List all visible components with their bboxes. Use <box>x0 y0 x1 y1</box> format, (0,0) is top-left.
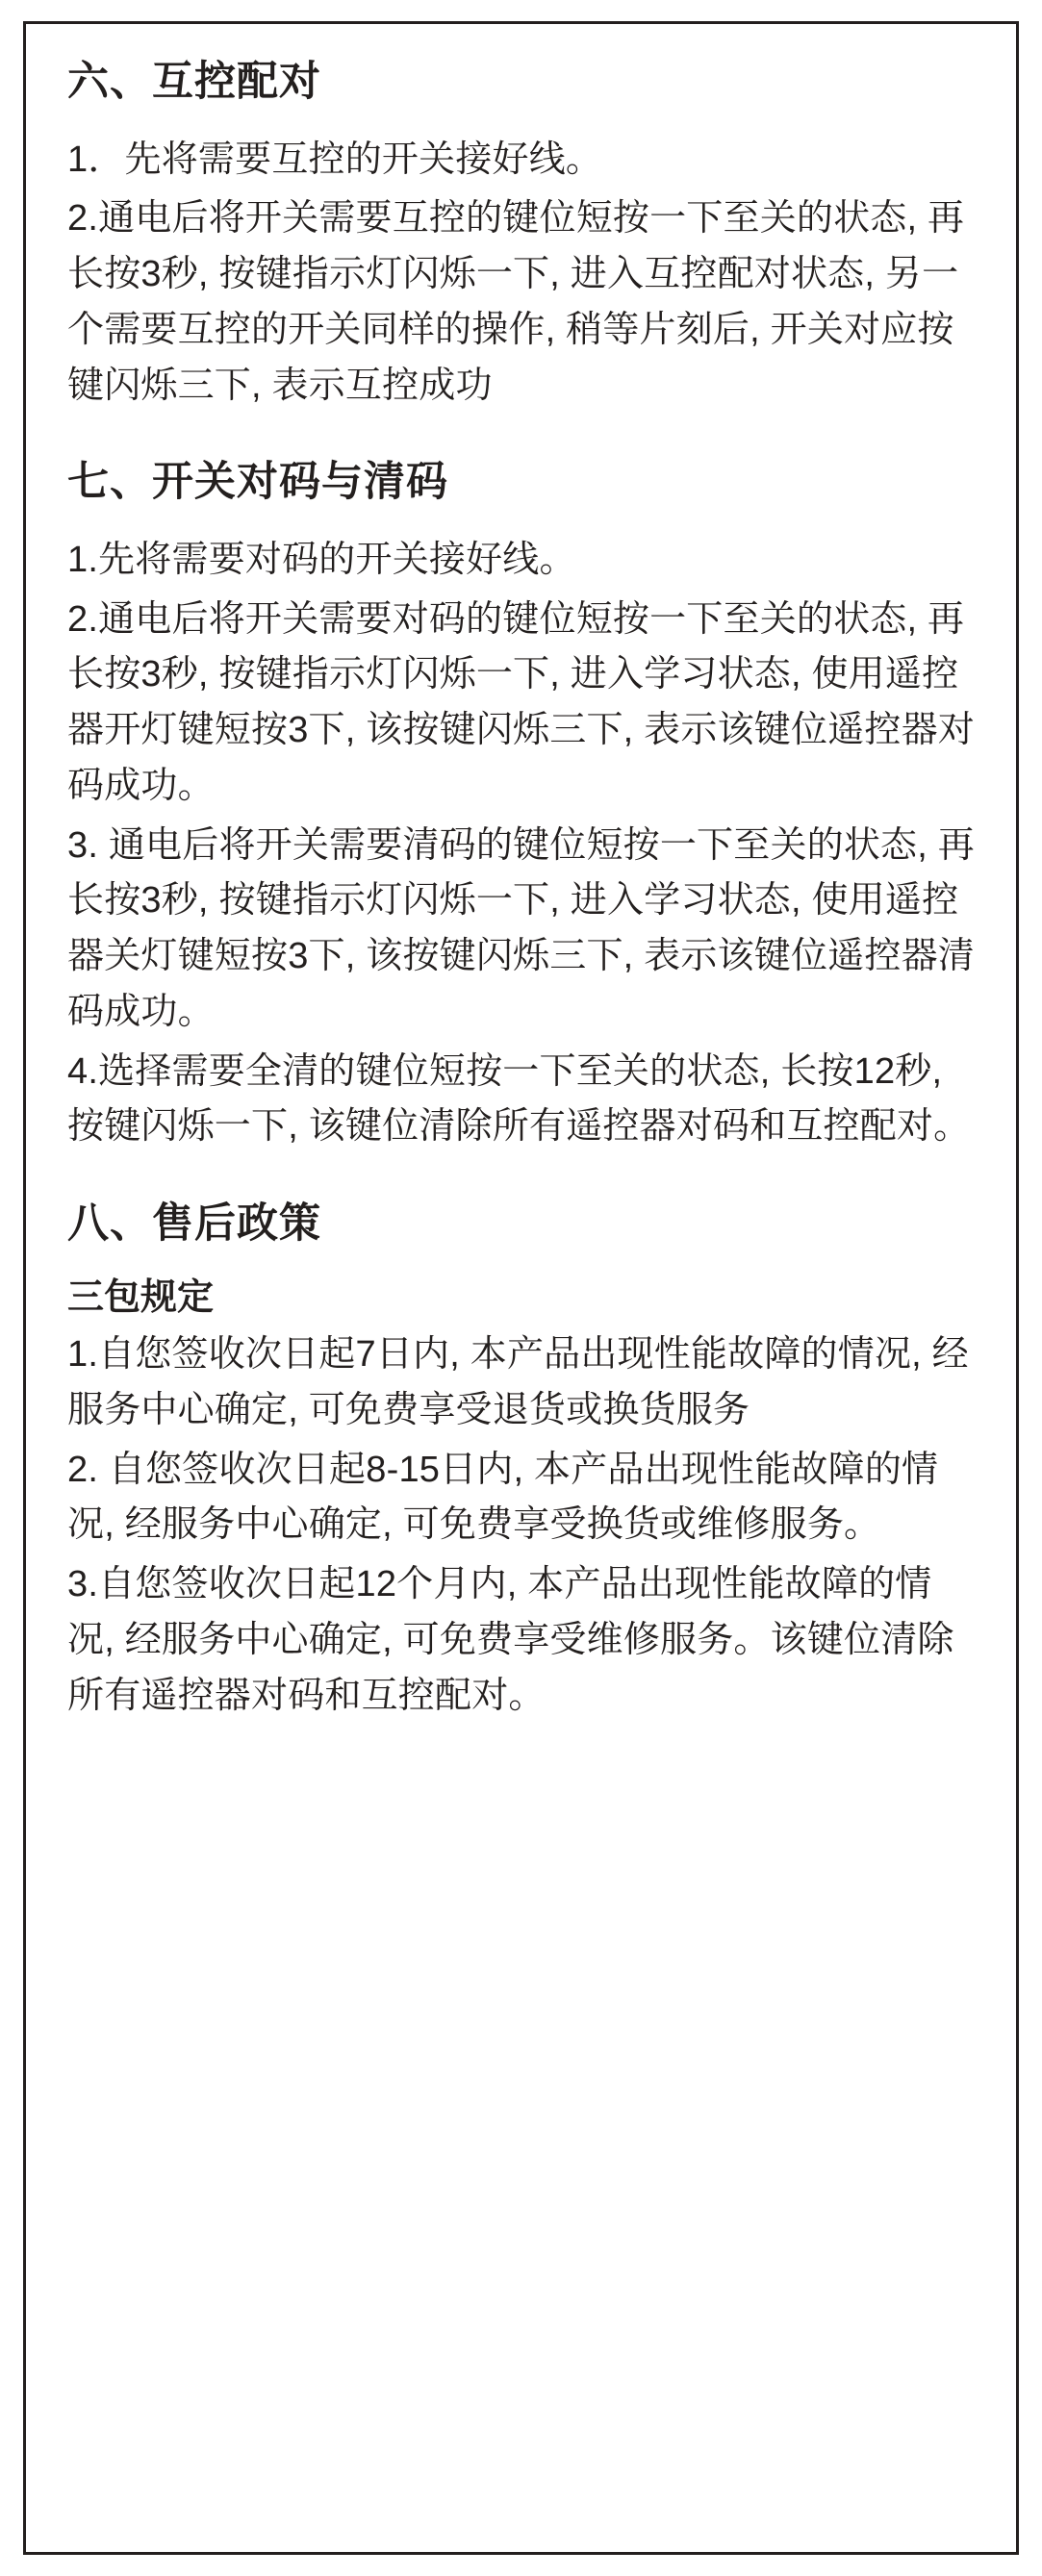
section-body-8 <box>67 1327 975 1724</box>
section-body-6 <box>67 133 975 415</box>
subsection-title-warranty: 三包规定 <box>67 1276 215 1318</box>
section-after-sales-policy <box>67 1200 975 1724</box>
section-code-pairing <box>67 458 975 1155</box>
section-mutual-control <box>67 58 975 414</box>
paragraph: 2.通电后将开关需要对码的键位短按一下至关的状态, 再长按3秒, 按键指示灯闪烁一下, 进入学习状态, 使用遥控器开灯键短按3下, 该按键闪烁三下, 表示该键位遥控器对码成功。 <box>67 598 975 806</box>
paragraph: 3. 通电后将开关需要清码的键位短按一下至关的状态, 再长按3秒, 按键指示灯闪烁一下, 进入学习状态, 使用遥控器关灯键短按3下, 该按键闪烁三下, 表示该键位遥控器清码成功。 <box>67 824 975 1032</box>
section-title-6: 六、互控配对 <box>67 59 321 105</box>
paragraph: 4.选择需要全清的键位短按一下至关的状态, 长按12秒, 按键闪烁一下, 该键位清除所有遥控器对码和互控配对。 <box>67 1050 971 1148</box>
section-title-7: 七、开关对码与清码 <box>67 459 448 506</box>
paragraph: 1.自您签收次日起7日内, 本产品出现性能故障的情况, 经服务中心确定, 可免费享受退货或换货服务 <box>67 1334 969 1430</box>
paragraph: 3.自您签收次日起12个月内, 本产品出现性能故障的情况, 经服务中心确定, 可免费享受维修服务。该键位清除所有遥控器对码和互控配对。 <box>67 1564 954 1716</box>
section-title-8: 八、售后政策 <box>67 1200 321 1248</box>
paragraph: 1．先将需要互控的开关接好线。 <box>67 139 603 180</box>
paragraph: 1.先将需要对码的开关接好线。 <box>67 539 576 580</box>
section-body-7 <box>67 533 975 1155</box>
paragraph: 2.通电后将开关需要互控的键位短按一下至关的状态, 再长按3秒, 按键指示灯闪烁一下, 进入互控配对状态, 另一个需要互控的开关同样的操作, 稍等片刻后, 开关对应按键闪烁三下, 表示互控成功 <box>67 198 965 406</box>
paragraph: 2. 自您签收次日起8-15日内, 本产品出现性能故障的情况, 经服务中心确定, 可免费享受换货或维修服务。 <box>67 1449 939 1546</box>
